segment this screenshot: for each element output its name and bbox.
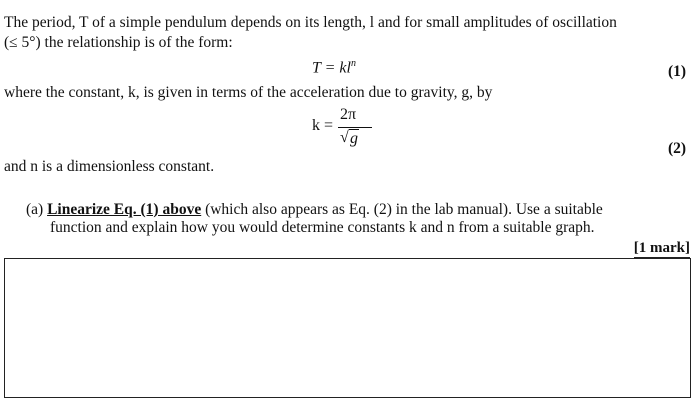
equation-1-exponent: n — [350, 58, 356, 69]
intro-line-2: (≤ 5°) the relationship is of the form: — [4, 34, 233, 51]
question-a-label: (a) — [26, 201, 44, 218]
n-definition-line: and n is a dimensionless constant. — [4, 158, 215, 175]
mark-allocation: [1 mark] — [633, 240, 690, 256]
equation-1 — [312, 58, 356, 77]
equation-2 — [312, 106, 382, 154]
where-line: where the constant, k, is given in terms of the acceleration due to gravity, g, by — [4, 84, 493, 101]
equation-2-number: (2) — [668, 140, 687, 157]
question-a-instruction: Linearize Eq. (1) above — [47, 201, 202, 218]
square-root — [340, 130, 359, 148]
question-a-line-2: function and explain how you would determine constants k and n from a suitable graph. — [50, 219, 595, 236]
question-a-line-1 — [26, 201, 603, 219]
equation-1-body: T = kl — [312, 59, 351, 77]
fraction-bar — [338, 127, 372, 128]
radical-sign: √ — [340, 129, 349, 146]
equation-2-numerator: 2π — [340, 106, 357, 123]
equation-2-denominator-wrap — [340, 130, 359, 148]
equation-2-denominator: g — [350, 130, 358, 147]
equation-2-lhs: k = — [312, 117, 334, 134]
answer-box[interactable] — [4, 258, 691, 398]
question-a-rest: (which also appears as Eq. (2) in the lab manual). Use a suitable — [201, 201, 603, 218]
intro-line-1: The period, T of a simple pendulum depends on its length, l and for small amplitudes of oscillation — [4, 14, 617, 31]
equation-1-number: (1) — [668, 63, 687, 80]
